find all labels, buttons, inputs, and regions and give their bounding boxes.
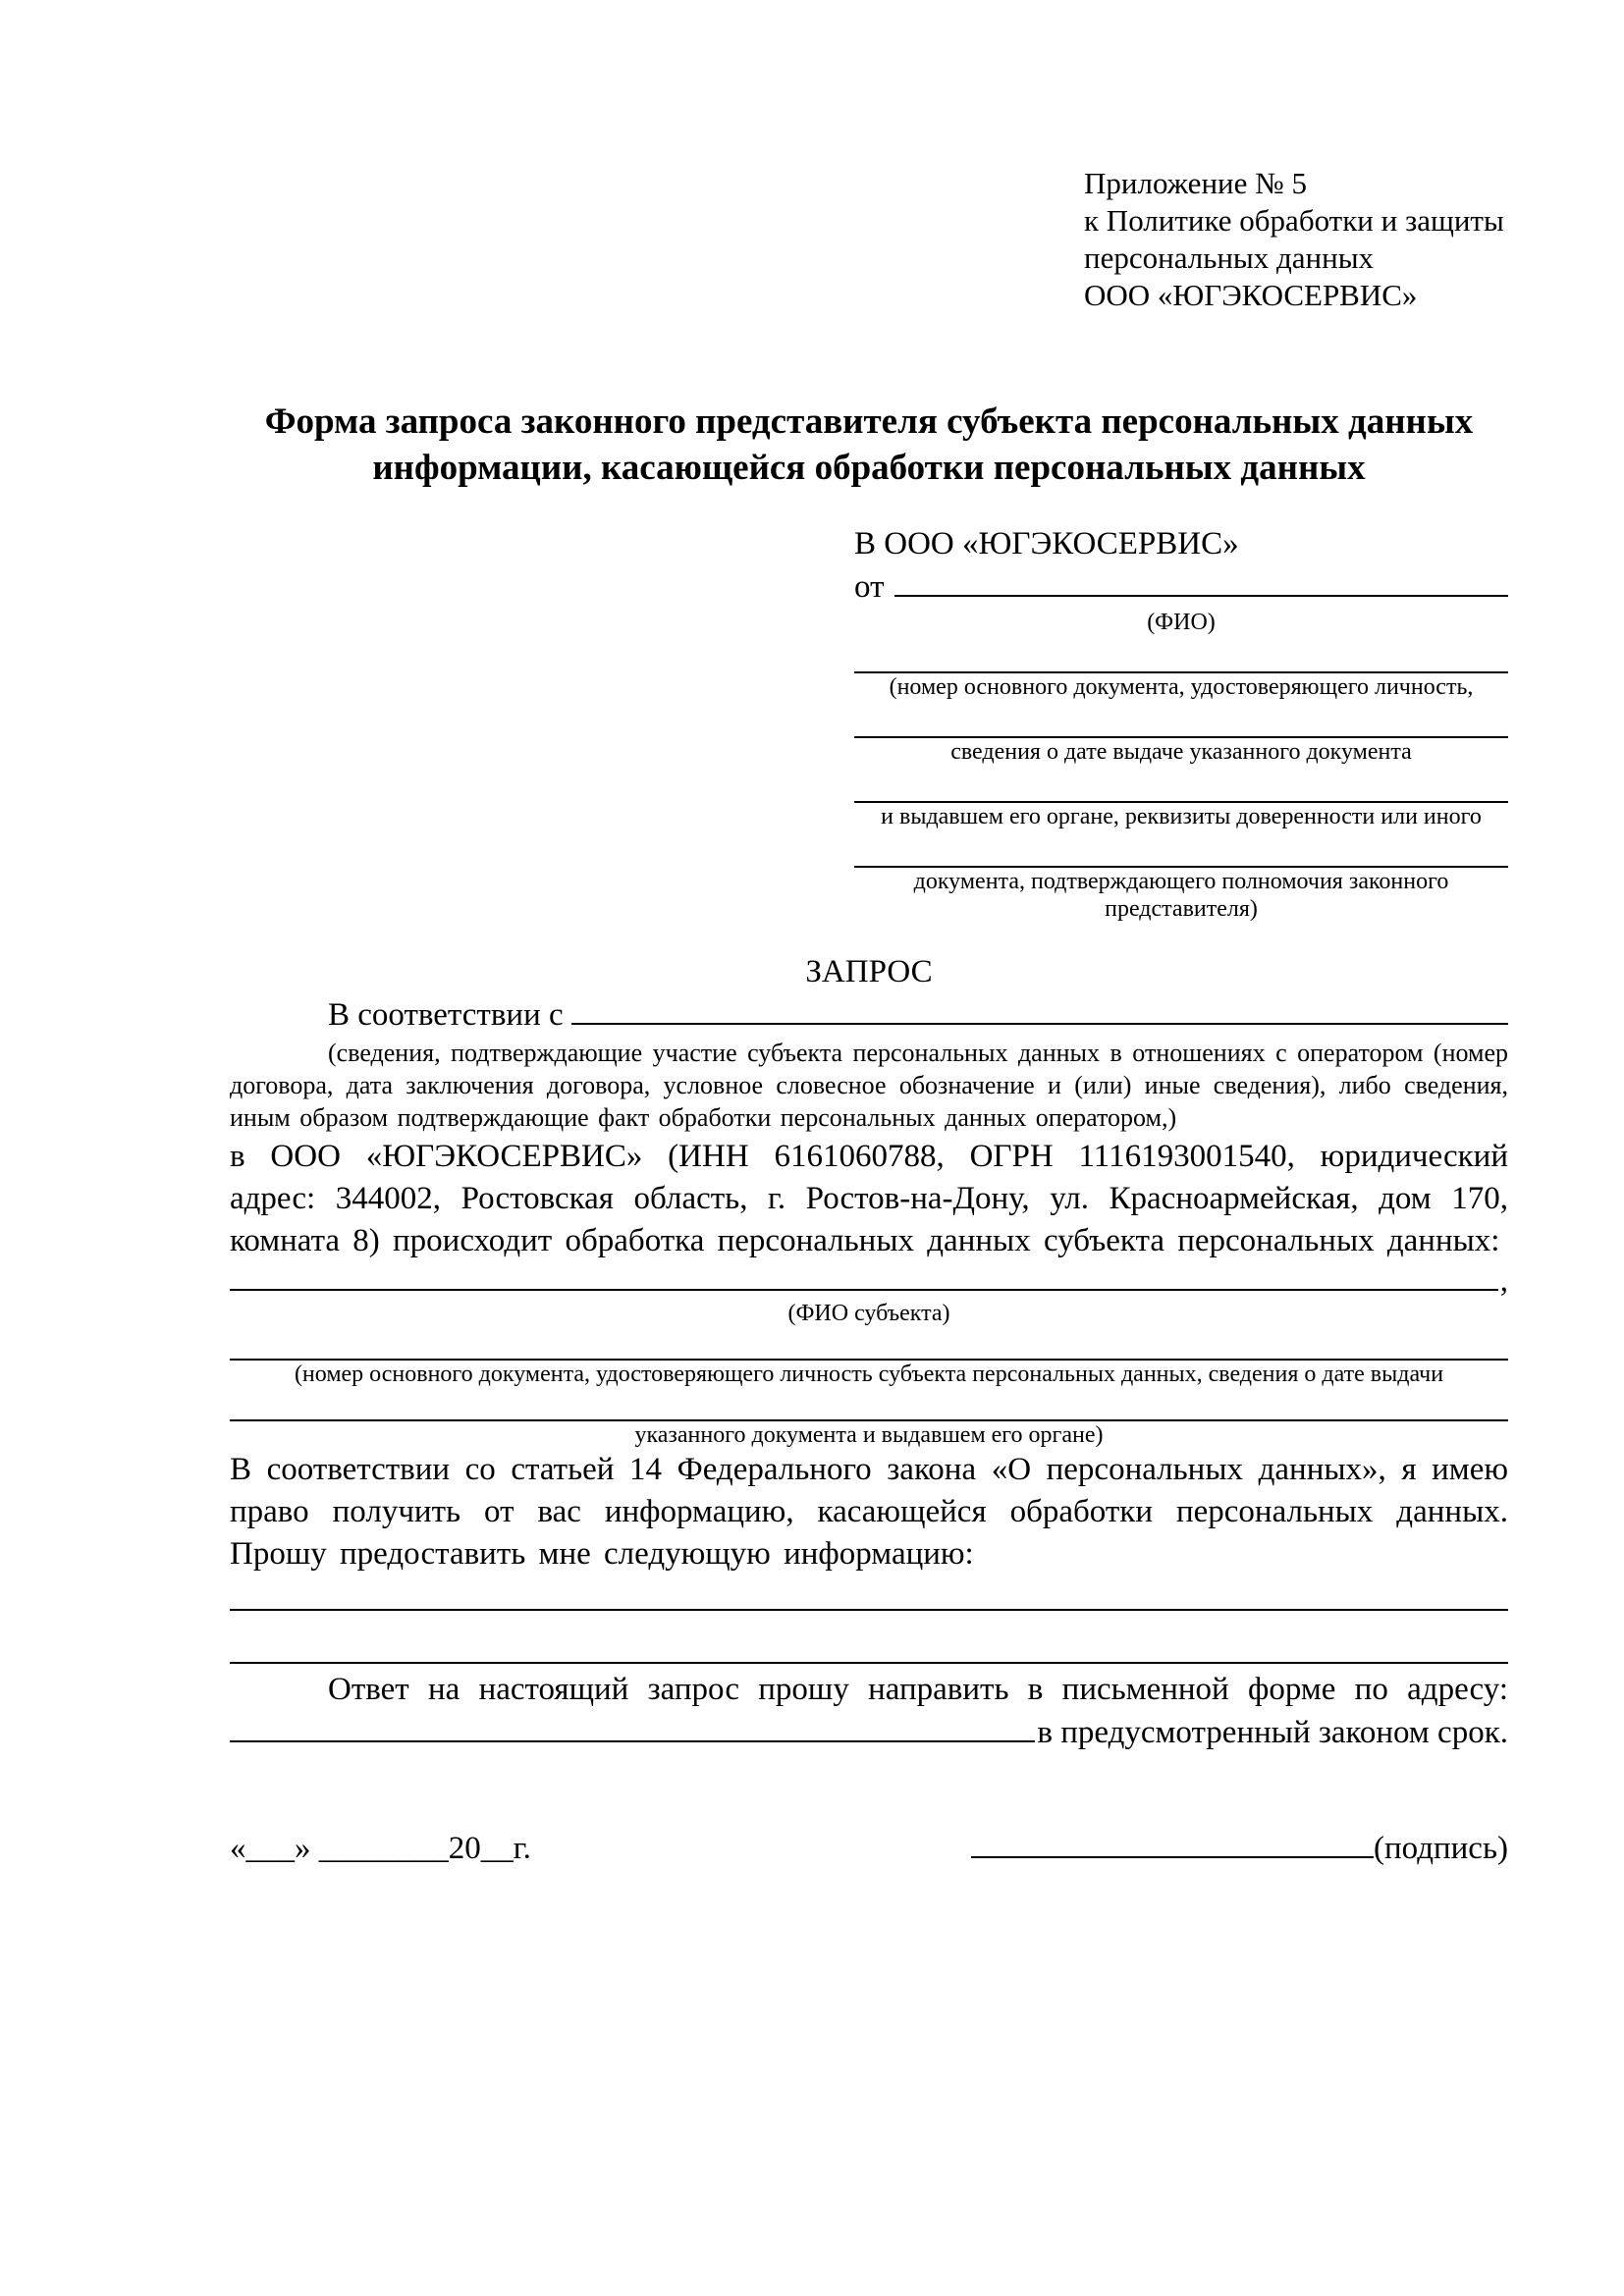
document-title	[230, 399, 1508, 491]
subject-fio-caption: (ФИО субъекта)	[787, 1301, 950, 1326]
basis-field-line	[571, 1023, 1508, 1025]
basis-row	[230, 993, 1508, 1037]
subject-fio-row	[230, 1262, 1508, 1300]
representative-doc-field-group-1	[854, 671, 1508, 701]
requested-info-field-line-2	[230, 1662, 1508, 1664]
subject-fio-field-line	[230, 1289, 1498, 1291]
from-row	[854, 565, 1508, 609]
representative-doc-field-group-4	[854, 866, 1508, 923]
basis-fine-print: (сведения, подтверждающие участие субъекта персональных данных в отношениях с оператором (номер договора, дата заключения договора, условное словесное обозначение и (или) иные сведения), либо сведения, иным образом подтверждающие факт обработки персональных данных оператором,)	[230, 1039, 1508, 1132]
representative-doc-field-group-2	[854, 736, 1508, 766]
basis-label: В соответствии с	[328, 997, 564, 1033]
title-line-2: информации, касающейся обработки персональных данных	[372, 448, 1366, 488]
signature-area	[971, 1827, 1508, 1870]
operator-paragraph: в ООО «ЮГЭКОСЕРВИС» (ИНН 6161060788, ОГРН 1116193001540, юридический адрес: 344002, Ростовская область, г. Ростов-на-Дону, ул. Красноармейская, дом 170, комната 8) происходит обработка персональных данных субъекта персональных данных:	[230, 1139, 1508, 1258]
answer-paragraph: Ответ на настоящий запрос прошу направить в письменной форме по адресу:	[328, 1672, 1508, 1707]
requested-info-field-line-1	[230, 1609, 1508, 1611]
representative-doc-caption-3: и выдавшем его органе, реквизиты доверенности или иного	[881, 804, 1482, 829]
date-blank: «___» ________20__г.	[230, 1831, 531, 1866]
addressee-block	[854, 522, 1508, 923]
appendix-policy-line: к Политике обработки и защиты	[1084, 203, 1504, 238]
appendix-company: ООО «ЮГЭКОСЕРВИС»	[1084, 278, 1418, 312]
representative-doc-caption-4: документа, подтверждающего полномочия законного представителя)	[913, 869, 1449, 922]
law-paragraph: В соответствии со статьей 14 Федерального закона «О персональных данных», я имею право получить от вас информацию, касающейся обработки персональных данных. Прошу предоставить мне следующую информацию:	[230, 1452, 1508, 1572]
representative-doc-caption-1: (номер основного документа, удостоверяющего личность,	[889, 674, 1474, 700]
title-line-1: Форма запроса законного представителя субъекта персональных данных	[264, 401, 1474, 442]
appendix-policy-line2: персональных данных	[1084, 240, 1375, 275]
subject-doc-caption-2: указанного документа и выдавшем его органе)	[634, 1422, 1104, 1448]
fio-caption: (ФИО)	[1147, 610, 1216, 635]
representative-doc-caption-2: сведения о дате выдаче указанного документа	[950, 739, 1412, 765]
answer-address-field-line	[230, 1740, 1035, 1742]
answer-address-row	[230, 1711, 1508, 1754]
representative-fio-field-line	[894, 595, 1509, 597]
appendix-number: Приложение № 5	[1084, 166, 1307, 200]
appendix-header	[1084, 165, 1508, 314]
subject-fio-comma: ,	[1499, 1263, 1508, 1299]
request-heading: ЗАПРОС	[805, 954, 933, 989]
subject-doc-caption-1: (номер основного документа, удостоверяющего личность субъекта персональных данных, сведения о дате выдачи	[294, 1362, 1444, 1387]
signature-field-line	[971, 1856, 1374, 1858]
signature-caption: (подпись)	[1374, 1831, 1508, 1866]
from-label: от	[854, 569, 885, 605]
addressee-to: В ООО «ЮГЭКОСЕРВИС»	[854, 526, 1239, 561]
representative-doc-field-group-3	[854, 801, 1508, 830]
answer-paragraph-tail: в предусмотренный законом срок.	[1037, 1715, 1508, 1750]
signature-row	[230, 1827, 1508, 1870]
